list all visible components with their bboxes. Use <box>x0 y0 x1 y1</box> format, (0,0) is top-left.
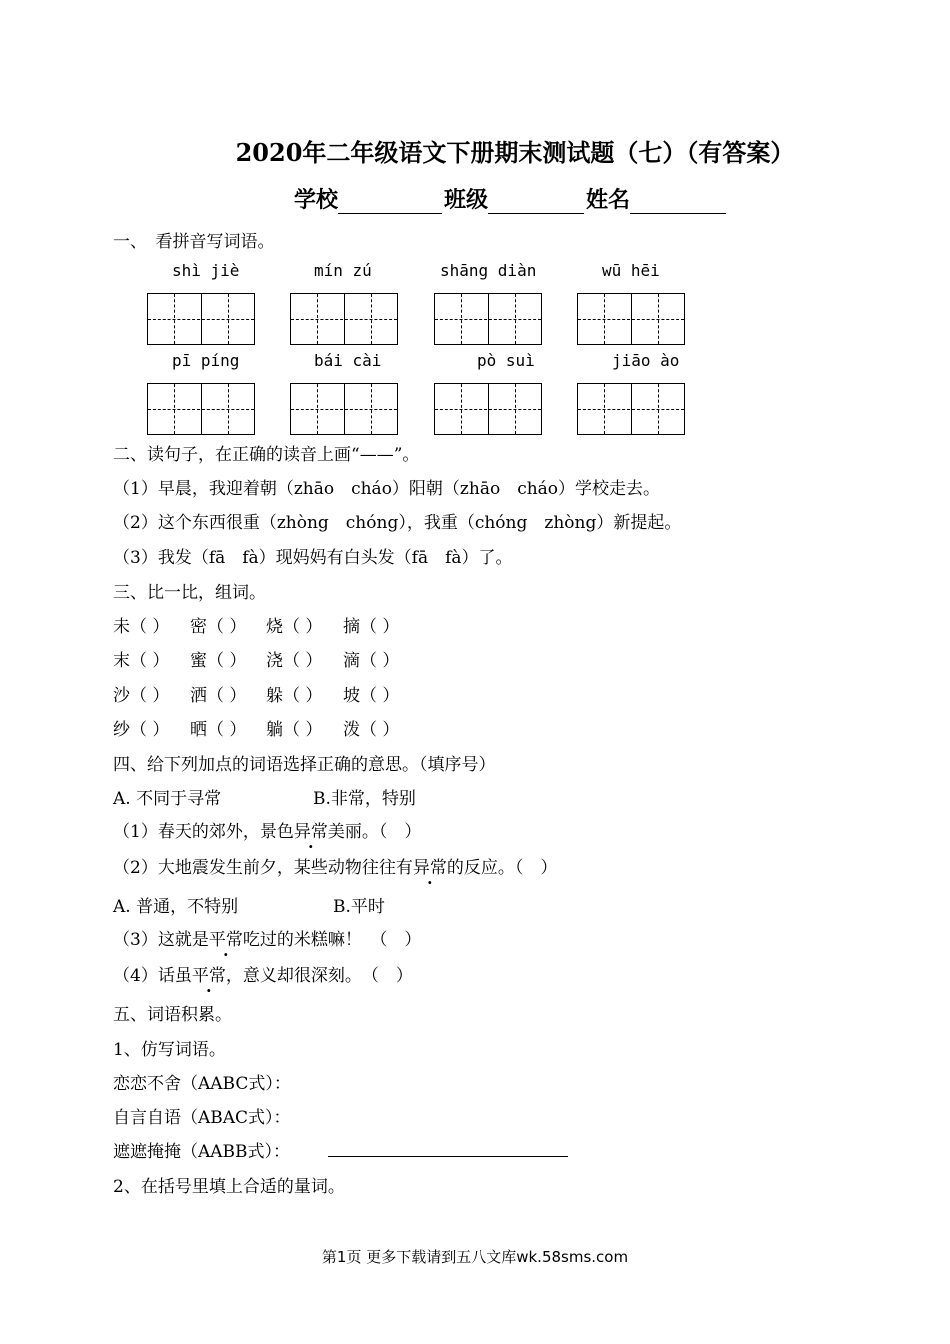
option-a: A. 不同于寻常 <box>113 789 222 809</box>
option-b: B.平时 <box>333 897 385 917</box>
subsection-heading: 1、仿写词语。 <box>113 1040 226 1060</box>
dotted-word: 平常 <box>208 930 243 950</box>
pinyin-label: jiāo ào <box>612 351 680 370</box>
compare-cell: 沙（ ） <box>113 686 170 706</box>
page-footer: 第1页 更多下载请到五八文库wk.58sms.com <box>321 1248 629 1266</box>
question-item <box>113 961 413 986</box>
writing-grid[interactable] <box>577 293 685 345</box>
pinyin-label: pī píng <box>172 351 240 370</box>
question-text: 美丽。（ ） <box>327 822 422 842</box>
section4-heading: 四、给下列加点的词语选择正确的意思。（填序号） <box>113 755 496 775</box>
compare-cell: 泼（ ） <box>343 720 400 740</box>
compare-cell: 晒（ ） <box>190 720 247 740</box>
compare-cell: 未（ ） <box>113 617 170 637</box>
sentence-item: （2）这个东西很重（zhòng chóng），我重（chóng zhòng）新提起。 <box>113 513 682 533</box>
section5-heading: 五、词语积累。 <box>113 1005 232 1025</box>
compare-cell: 坡（ ） <box>343 686 400 706</box>
section2-heading: 二、读句子，在正确的读音上画“——”。 <box>113 445 420 465</box>
word-prompt: 恋恋不舍（AABC式）： <box>113 1074 291 1094</box>
compare-cell: 密（ ） <box>190 617 247 637</box>
question-item <box>113 817 421 842</box>
question-text: （4）话虽 <box>113 966 192 986</box>
school-blank[interactable] <box>338 189 442 214</box>
dotted-word: 异常 <box>412 858 447 878</box>
writing-grid[interactable] <box>577 383 685 435</box>
section1-heading: 一、 看拼音写词语。 <box>113 232 275 252</box>
compare-cell: 摘（ ） <box>343 617 400 637</box>
class-blank[interactable] <box>488 189 584 214</box>
school-label: 学校 <box>294 187 339 213</box>
pinyin-label: shāng diàn <box>440 261 537 280</box>
word-prompt: 遮遮掩掩（AABB式）： <box>113 1142 291 1162</box>
writing-grid[interactable] <box>290 383 398 435</box>
class-label: 班级 <box>444 187 489 213</box>
pinyin-label: bái cài <box>314 351 382 370</box>
question-item <box>113 853 557 878</box>
question-text: 的反应。（ ） <box>446 858 558 878</box>
pinyin-label: wū hēi <box>602 261 660 280</box>
dotted-word: 异常 <box>293 822 328 842</box>
question-text: （3）这就是 <box>113 930 209 950</box>
option-b: B.非常，特别 <box>313 789 416 809</box>
compare-cell: 躲（ ） <box>266 686 323 706</box>
section3-heading: 三、比一比，组词。 <box>113 583 266 603</box>
sentence-item: （1）早晨，我迎着朝（zhāo cháo）阳朝（zhāo cháo）学校走去。 <box>113 479 661 499</box>
compare-cell: 纱（ ） <box>113 720 170 740</box>
subsection-heading: 2、在括号里填上合适的量词。 <box>113 1177 345 1197</box>
compare-cell: 躺（ ） <box>266 720 323 740</box>
question-text: ，意义却很深刻。 （ ） <box>225 966 413 986</box>
page-title: 2020年二年级语文下册期末测试题（七）（有答案） <box>235 138 795 167</box>
writing-grid[interactable] <box>147 383 255 435</box>
dotted-word: 平常 <box>191 966 226 986</box>
pinyin-label: pò suì <box>477 351 535 370</box>
writing-grid[interactable] <box>147 293 255 345</box>
writing-grid[interactable] <box>434 383 542 435</box>
sentence-item: （3）我发（fā fà）现妈妈有白头发（fā fà）了。 <box>113 548 513 568</box>
question-text: （2）大地震发生前夕，某些动物往往有 <box>113 858 413 878</box>
writing-grid[interactable] <box>290 293 398 345</box>
pinyin-label: shì jiè <box>172 261 240 280</box>
option-a: A. 普通，不特别 <box>113 897 239 917</box>
question-text: （1）春天的郊外，景色 <box>113 822 294 842</box>
compare-cell: 蜜（ ） <box>190 651 247 671</box>
name-blank[interactable] <box>630 189 726 214</box>
compare-cell: 洒（ ） <box>190 686 247 706</box>
compare-cell: 浇（ ） <box>266 651 323 671</box>
question-text: 吃过的米糕嘛！ （ ） <box>242 930 422 950</box>
compare-cell: 滴（ ） <box>343 651 400 671</box>
pinyin-label: mín zú <box>314 261 372 280</box>
compare-cell: 烧（ ） <box>266 617 323 637</box>
word-prompt: 自言自语（ABAC式）： <box>113 1108 291 1128</box>
student-info-line <box>294 183 728 214</box>
name-label: 姓名 <box>586 187 631 213</box>
question-item <box>113 925 421 950</box>
compare-cell: 末（ ） <box>113 651 170 671</box>
writing-grid[interactable] <box>434 293 542 345</box>
answer-line[interactable] <box>328 1156 568 1157</box>
